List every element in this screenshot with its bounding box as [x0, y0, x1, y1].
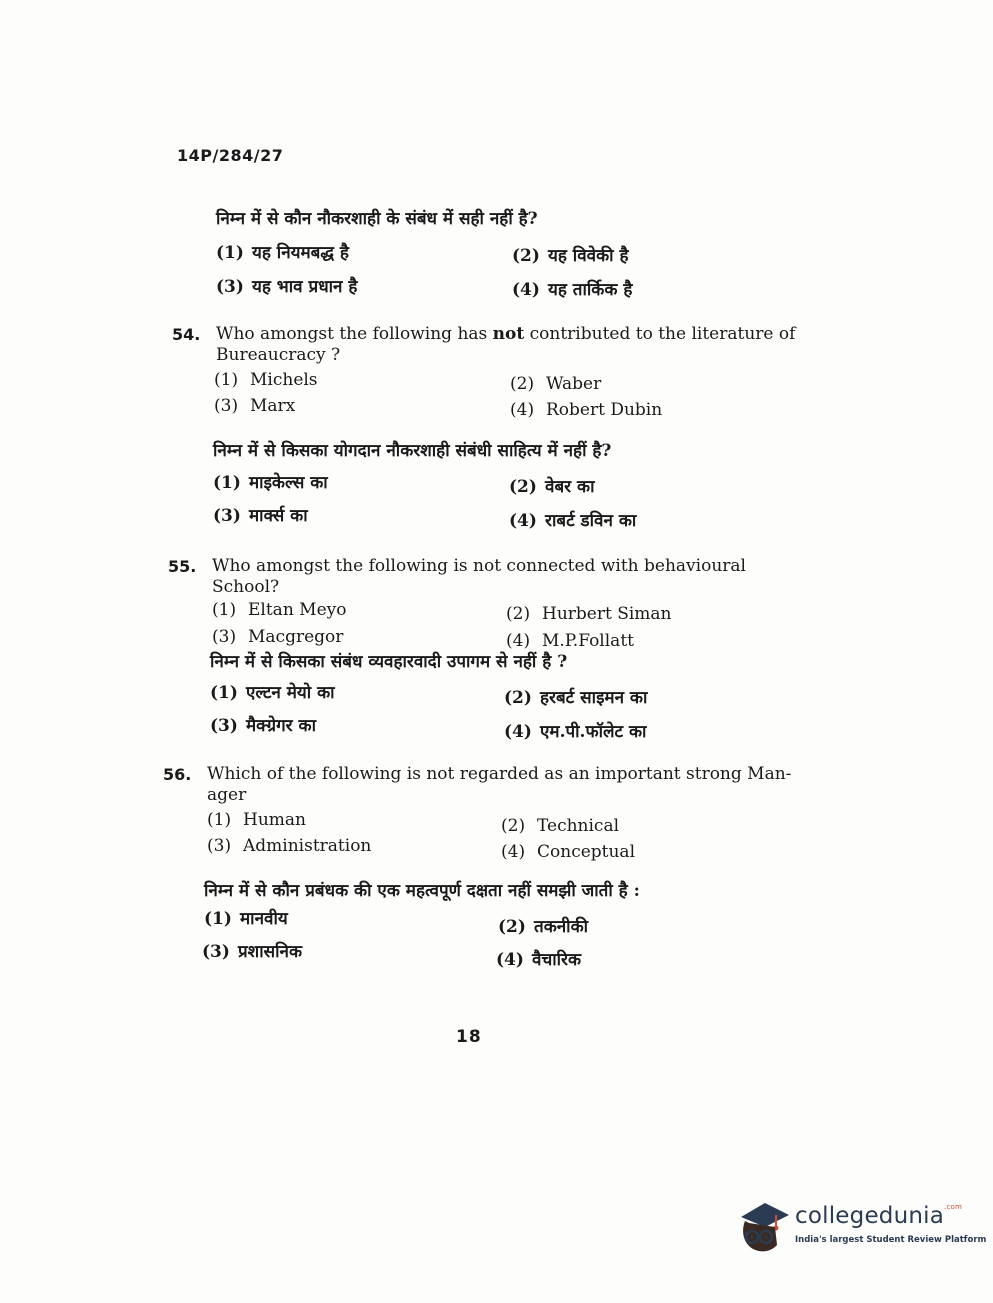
option-1: (1) माइकेल्स का: [213, 473, 328, 493]
q55-hindi-options: [210, 673, 810, 743]
option-1: (1) Eltan Meyo: [212, 600, 347, 620]
q56-block: [163, 764, 807, 862]
option-2: (2) हरबर्ट साइमन का: [504, 688, 648, 708]
option-1: (1) एल्टन मेयो का: [210, 683, 335, 703]
q54-hindi-question: निम्न में से किसका योगदान नौकरशाही संबंधी साहित्य में नहीं है?: [213, 441, 612, 461]
q54-question: 54. Who amongst the following has not contributed to the literature of Bureaucracy ?: [172, 324, 796, 365]
q54-hindi-options: [213, 462, 813, 532]
q54-hindi-block: [213, 440, 813, 532]
q55-options: [212, 598, 812, 652]
q56-options: [207, 806, 807, 860]
q53-hindi-options: [216, 230, 816, 300]
q56-hindi-block: [204, 880, 804, 972]
q56-hindi-question: निम्न में से कौन प्रबंधक की एक महत्वपूर्ण दक्षता नहीं समझी जाती है :: [204, 881, 640, 901]
q54-block: [172, 324, 816, 420]
option-3: (3) Administration: [207, 836, 372, 856]
q55-block: [168, 556, 812, 652]
option-3: (3) यह भाव प्रधान है: [216, 277, 358, 297]
option-2: (2) तकनीकी: [498, 917, 589, 937]
option-4: (4) Robert Dubin: [510, 400, 663, 420]
option-1: (1) यह नियमबद्ध है: [216, 243, 349, 263]
q55-question: 55. Who amongst the following is not connected with behavioural School?: [168, 556, 746, 597]
option-3: (3) मार्क्स का: [213, 506, 308, 526]
brand-name: collegedunia$^{.com}$: [795, 1203, 963, 1229]
option-4: (4) M.P.Follatt: [506, 631, 634, 651]
option-2: (2) वेबर का: [509, 477, 595, 497]
q55-hindi-block: [210, 651, 810, 743]
option-3: (3) Macgregor: [212, 627, 344, 647]
q53-hindi-block: [216, 208, 816, 300]
emphasis-not: not: [492, 324, 525, 344]
option-3: (3) Marx: [214, 396, 296, 416]
page-number: 18: [456, 1027, 482, 1047]
student-mascot-icon: [735, 1197, 793, 1255]
q56-question: 56. Which of the following is not regarded as an important strong Man-ager: [163, 764, 792, 805]
option-2: (2) Hurbert Siman: [506, 604, 672, 624]
option-4: (4) Conceptual: [501, 842, 636, 862]
option-1: (1) Human: [207, 810, 306, 830]
q55-hindi-question: निम्न में से किसका संबंध व्यवहारवादी उपागम से नहीं है ?: [210, 652, 568, 672]
option-3: (3) प्रशासनिक: [202, 942, 303, 962]
option-4: (4) वैचारिक: [496, 950, 582, 970]
option-2: (2) Waber: [510, 374, 602, 394]
option-4: (4) यह तार्किक है: [512, 280, 633, 300]
option-2: (2) Technical: [501, 816, 620, 836]
q55-number: 55.: [168, 557, 197, 576]
collegedunia-watermark: [735, 1195, 987, 1265]
option-4: (4) एम.पी.फॉलेट का: [504, 722, 647, 742]
option-1: (1) मानवीय: [204, 909, 288, 929]
option-4: (4) राबर्ट डविन का: [509, 511, 637, 531]
option-1: (1) Michels: [214, 370, 318, 390]
paper-code: 14P/284/27: [177, 146, 284, 165]
q56-hindi-options: [204, 902, 804, 972]
q54-options: [216, 366, 816, 420]
option-2: (2) यह विवेकी है: [512, 246, 629, 266]
q54-number: 54.: [172, 325, 201, 344]
option-3: (3) मैक्ग्रेगर का: [210, 716, 317, 736]
brand-tagline: India's largest Student Review Platform: [795, 1235, 987, 1245]
q53-hindi-question: निम्न में से कौन नौकरशाही के संबंध में सही नहीं है?: [216, 209, 538, 229]
q56-number: 56.: [163, 765, 192, 784]
